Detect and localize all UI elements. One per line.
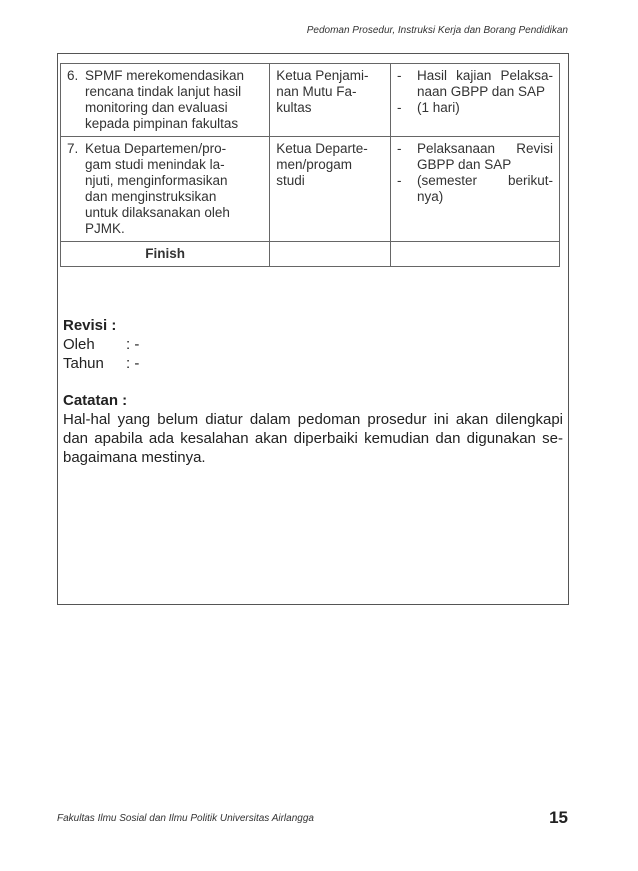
step-cell [61, 137, 270, 242]
page-number: 15 [549, 808, 568, 827]
empty-cell [270, 242, 391, 267]
finish-row [61, 242, 560, 267]
procedure-table [60, 63, 560, 267]
responsible-line: Ketua Departe- [276, 141, 368, 156]
tahun-row [63, 354, 563, 373]
output-item: - Hasil kajian Pelaksa- naan GBPP dan SAP [396, 68, 553, 99]
running-header: Pedoman Prosedur, Instruksi Kerja dan Borang Pendidikan [306, 25, 568, 36]
responsible-cell [270, 137, 391, 242]
output-cell [390, 64, 559, 137]
responsible-line: Ketua Penjami- [276, 68, 369, 83]
step-number: 6. [67, 68, 79, 83]
finish-label: Finish [61, 242, 270, 267]
oleh-label: Oleh [63, 336, 95, 353]
oleh-row [63, 335, 563, 354]
output-item: - (semester berikut- nya) [396, 173, 553, 204]
step-line: untuk dilaksanakan oleh [85, 205, 230, 220]
step-line: SPMF merekomendasikan [85, 68, 245, 83]
output-cell [390, 137, 559, 242]
step-number: 7. [67, 141, 79, 156]
catatan-text: Hal-hal yang belum diatur dalam pedoman prosedur ini akan dilengkapi dan apabila ada kesalahan akan diperbaiki kemudian dan digunakan se- bagaimana mestinya. [63, 411, 563, 466]
table-row [61, 137, 560, 242]
step-line: njuti, menginformasikan [85, 173, 228, 188]
step-line: monitoring dan evaluasi [85, 100, 228, 115]
tahun-value: : - [126, 355, 140, 372]
step-line: kepada pimpinan fakultas [85, 116, 239, 131]
responsible-line: men/progam [276, 157, 353, 172]
step-cell [61, 64, 270, 137]
table-row [61, 64, 560, 137]
responsible-line: nan Mutu Fa- [276, 84, 357, 99]
step-line: dan menginstruksikan [85, 189, 217, 204]
step-line: Ketua Departemen/pro- [85, 141, 227, 156]
tahun-label: Tahun [63, 355, 104, 372]
responsible-line: kultas [276, 100, 312, 115]
notes-section [63, 316, 563, 467]
revisi-heading: Revisi : [63, 317, 117, 334]
responsible-cell [270, 64, 391, 137]
empty-cell [390, 242, 559, 267]
step-line: PJMK. [85, 221, 125, 236]
responsible-line: studi [276, 173, 305, 188]
output-item: - (1 hari) [396, 100, 460, 115]
oleh-value: : - [126, 336, 140, 353]
output-item: - Pelaksanaan Revisi GBPP dan SAP [396, 141, 553, 172]
footer-institution: Fakultas Ilmu Sosial dan Ilmu Politik Universitas Airlangga [57, 813, 314, 824]
step-line: gam studi menindak la- [85, 157, 225, 172]
step-line: rencana tindak lanjut hasil [85, 84, 242, 99]
catatan-heading: Catatan : [63, 392, 128, 409]
